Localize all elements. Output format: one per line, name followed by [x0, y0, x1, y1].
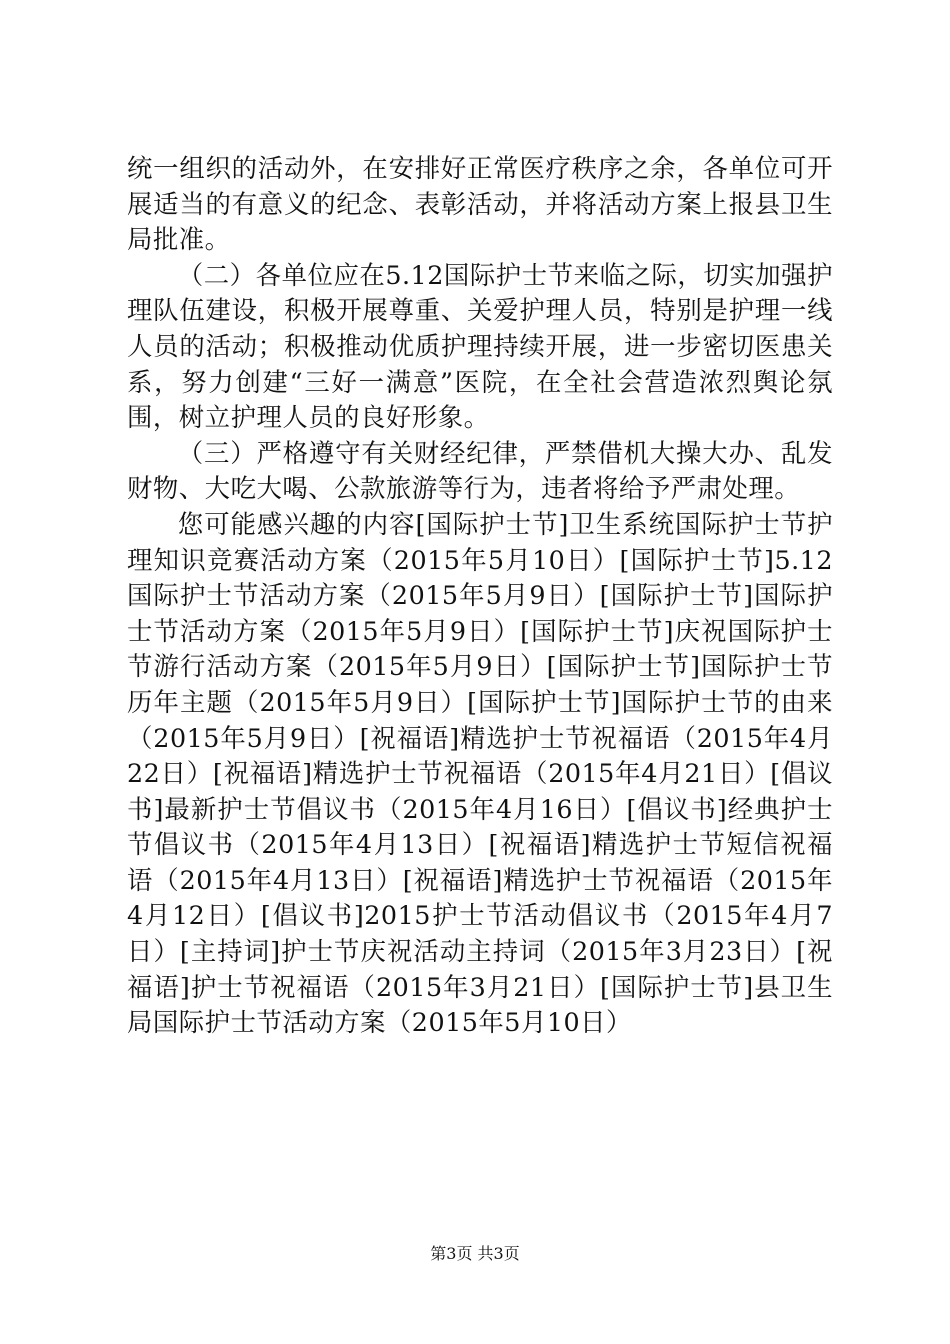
paragraph-continuation: 统一组织的活动外，在安排好正常医疗秩序之余，各单位可开展适当的有意义的纪念、表彰活动，并将活动方案上报县卫生局批准。	[127, 153, 833, 255]
related-content-paragraph: 您可能感兴趣的内容[国际护士节]卫生系统国际护士节护理知识竞赛活动方案（2015年5月10日）[国际护士节]5.12国际护士节活动方案（2015年5月9日）[国际护士节]国际护士节活动方案（2015年5月9日）[国际护士节]庆祝国际护士节游行活动方案（2015年5月9日）[国际护士节]国际护士节历年主题（2015年5月9日）[国际护士节]国际护士节的由来（2015年5月9日）[祝福语]精选护士节祝福语（2015年4月22日）[祝福语]精选护士节祝福语（2015年4月21日）[倡议书]最新护士节倡议书（2015年4月16日）[倡议书]经典护士节倡议书（2015年4月13日）[祝福语]精选护士节短信祝福语（2015年4月13日）[祝福语]精选护士节祝福语（2015年4月12日）[倡议书]2015护士节活动倡议书（2015年4月7日）[主持词]护士节庆祝活动主持词（2015年3月23日）[祝福语]护士节祝福语（2015年3月21日）[国际护士节]县卫生局国际护士节活动方案（2015年5月10日）	[127, 508, 833, 1038]
page-number-footer: 第3页 共3页	[430, 1244, 520, 1263]
document-body	[127, 151, 833, 1041]
paragraph-item-two: （二）各单位应在5.12国际护士节来临之际，切实加强护理队伍建设，积极开展尊重、关爱护理人员，特别是护理一线人员的活动；积极推动优质护理持续开展，进一步密切医患关系，努力创建“三好一满意”医院，在全社会营造浓烈舆论氛围，树立护理人员的良好形象。	[127, 259, 833, 433]
paragraph-item-three: （三）严格遵守有关财经纪律，严禁借机大操大办、乱发财物、大吃大喝、公款旅游等行为，违者将给予严肃处理。	[127, 437, 833, 504]
